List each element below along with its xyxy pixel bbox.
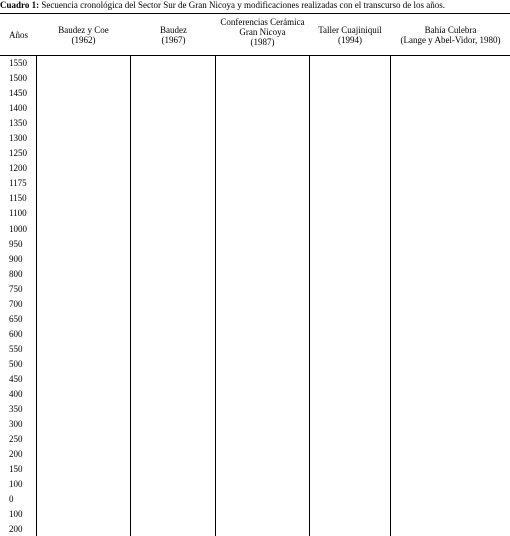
header-baudez-coe-name: Baudez y Coe (58, 25, 109, 35)
year-label: 1550 (9, 58, 27, 68)
caption-label: Cuadro 1: (0, 0, 40, 10)
year-label: 1250 (9, 148, 27, 158)
header-conferencias (216, 17, 309, 47)
year-label: 900 (9, 254, 23, 264)
caption-text: Secuencia cronológica del Sector Sur de Gran Nicoya y modificaciones realizadas con el transcurso de los años. (39, 0, 445, 10)
header-conferencias-line2: Gran Nicoya (239, 27, 286, 37)
year-label: 100 (9, 479, 23, 489)
header-baudez-coe-year: (1962) (71, 35, 96, 45)
header-baudez (131, 25, 216, 45)
year-label: 700 (9, 299, 23, 309)
chronology-table (0, 13, 510, 536)
divider-baudez (215, 55, 216, 536)
table-caption (0, 0, 510, 12)
year-label: 1450 (9, 88, 27, 98)
year-label: 0 (9, 494, 14, 504)
year-label: 400 (9, 389, 23, 399)
year-label: 500 (9, 359, 23, 369)
year-label: 1200 (9, 163, 27, 173)
year-label: 600 (9, 329, 23, 339)
rule-header (0, 55, 510, 56)
header-conferencias-line1: Conferencias Cerámica (220, 17, 305, 27)
year-label: 100 (9, 509, 23, 519)
year-label: 1000 (9, 224, 27, 234)
year-label: 450 (9, 374, 23, 384)
year-label: 1100 (9, 208, 27, 218)
divider-baudez-coe (130, 55, 131, 536)
header-bahia-name: Bahía Culebra (424, 25, 477, 35)
year-label: 750 (9, 284, 23, 294)
divider-years (36, 55, 37, 536)
year-label: 1150 (9, 193, 27, 203)
year-label: 950 (9, 239, 23, 249)
header-taller-name: Taller Cuajiniquil (318, 25, 382, 35)
year-label: 1175 (9, 178, 27, 188)
year-label: 650 (9, 314, 23, 324)
year-label: 300 (9, 419, 23, 429)
year-label: 200 (9, 524, 23, 534)
divider-conferencias (309, 55, 310, 536)
year-label: 1300 (9, 133, 27, 143)
header-baudez-coe (37, 25, 130, 45)
header-conferencias-year: (1987) (250, 37, 275, 47)
header-bahia-authors: (Lange y Abel-Vidor, 1980) (400, 35, 501, 45)
year-label: 800 (9, 269, 23, 279)
year-label: 1500 (9, 73, 27, 83)
year-label: 550 (9, 344, 23, 354)
header-anos: Años (8, 30, 28, 40)
rule-top (0, 13, 510, 14)
header-bahia (391, 25, 510, 45)
header-baudez-name: Baudez (160, 25, 187, 35)
year-label: 150 (9, 464, 23, 474)
header-taller-year: (1994) (338, 35, 362, 45)
year-label: 250 (9, 434, 23, 444)
divider-taller (390, 55, 391, 536)
header-baudez-year: (1967) (161, 35, 186, 45)
header-taller (309, 25, 391, 45)
year-label: 350 (9, 404, 23, 414)
year-label: 1400 (9, 103, 27, 113)
year-label: 200 (9, 449, 23, 459)
year-label: 1350 (9, 118, 27, 128)
